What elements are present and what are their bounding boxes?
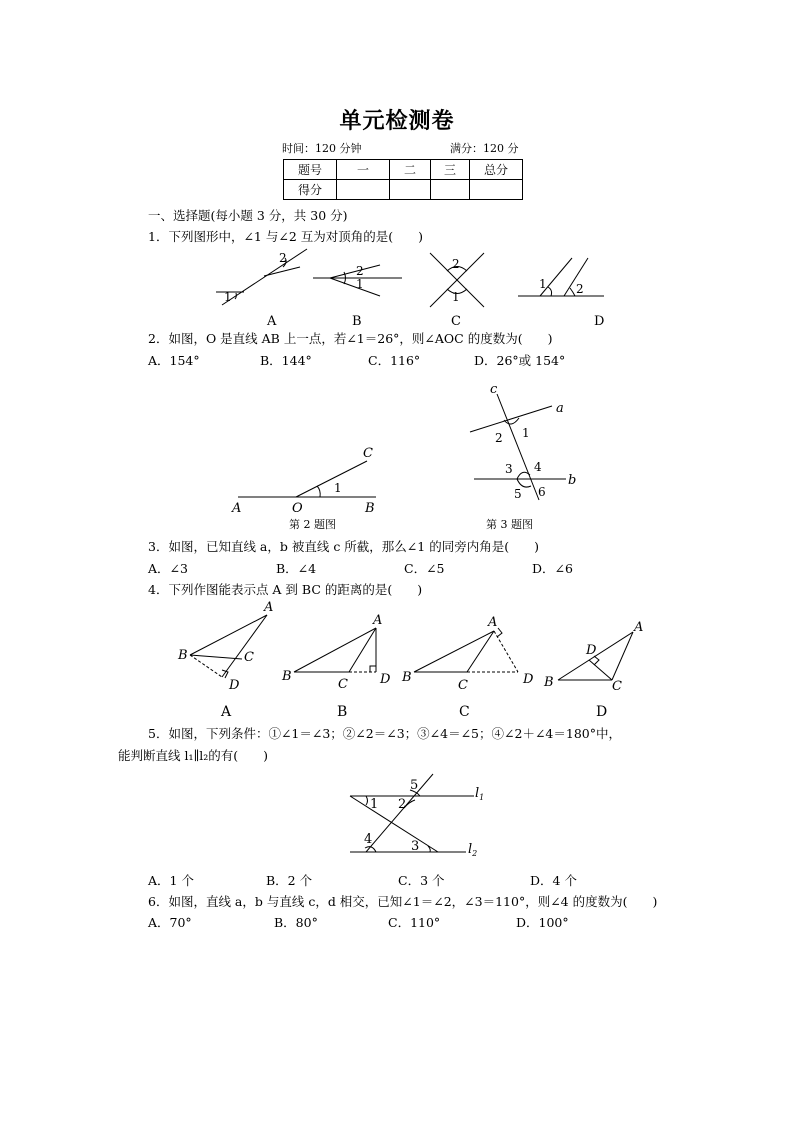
q2-label-c: C [363, 446, 373, 461]
q2-angle-1: 1 [334, 481, 342, 495]
q1c-angle-1: 1 [452, 290, 460, 304]
q4-option-c: C [459, 704, 470, 720]
q4a-label-a: A [264, 600, 274, 615]
q2-label-o: O [292, 501, 303, 516]
q3-option-b[interactable]: B．∠4 [276, 561, 317, 576]
q1b-angle-1: 1 [356, 277, 364, 291]
q3-label-b: b [568, 473, 577, 488]
q3-angle-3: 3 [505, 462, 513, 476]
time-label: 时间：120 分钟 [282, 142, 362, 155]
q1d-angle-2: 2 [576, 282, 584, 296]
question-4-text: 4．下列作图能表示点 A 到 BC 的距离的是( ) [148, 582, 423, 597]
q1-option-a: A [267, 314, 277, 329]
q5-option-d[interactable]: D．4 个 [530, 873, 577, 888]
q2-option-d[interactable]: D．26°或 154° [474, 353, 566, 368]
score-header-cell: 总分 [470, 160, 523, 180]
q4b-label-a: A [373, 613, 383, 628]
q4a-label-b: B [178, 648, 188, 663]
q3-angle-5: 5 [514, 487, 522, 501]
q5-angle-4: 4 [364, 832, 373, 847]
q4b-label-d: D [380, 672, 391, 687]
q4c-label-b: B [402, 670, 412, 685]
q2-option-c[interactable]: C．116° [368, 353, 421, 368]
q1c-angle-2: 2 [452, 257, 460, 271]
q6-option-c[interactable]: C．110° [388, 915, 441, 930]
q3-angle-6: 6 [538, 485, 546, 499]
q2-label-a: A [232, 501, 242, 516]
question-6-text: 6．如图，直线 a，b 与直线 c，d 相交，已知∠1＝∠2，∠3＝110°，则∠4 的度数为( ) [148, 894, 658, 909]
q3-option-c[interactable]: C．∠5 [404, 561, 445, 576]
score-header-cell: 三 [431, 160, 470, 180]
full-score-label: 满分：120 分 [450, 142, 519, 155]
section-heading: 一、选择题(每小题 3 分，共 30 分) [148, 208, 348, 223]
q4-option-d: D [596, 704, 608, 720]
q4d-label-a: A [634, 620, 644, 635]
q5-angle-5: 5 [410, 778, 419, 793]
q2-caption: 第 2 题图 [289, 518, 336, 531]
q4a-label-c: C [244, 650, 254, 665]
q6-option-b[interactable]: B．80° [274, 915, 318, 930]
q4d-label-d: D [586, 643, 597, 658]
q4c-label-d: D [523, 672, 534, 687]
page-title: 单元检测卷 [339, 108, 455, 134]
q2-option-a[interactable]: A．154° [148, 353, 200, 368]
q4d-label-b: B [544, 675, 554, 690]
q3-angle-2: 2 [495, 431, 503, 445]
q1-option-b: B [352, 314, 362, 329]
q4c-label-c: C [458, 678, 468, 693]
score-header-cell: 二 [390, 160, 431, 180]
q3-option-a[interactable]: A．∠3 [148, 561, 188, 576]
q4b-label-c: C [338, 677, 348, 692]
q5-option-b[interactable]: B．2 个 [266, 873, 313, 888]
q3-angle-4: 4 [534, 460, 542, 474]
q4b-label-b: B [282, 669, 292, 684]
q4a-label-d: D [229, 678, 240, 693]
question-5-text-line-2: 能判断直线 l₁∥l₂的有( ) [118, 748, 269, 763]
score-header-cell: 一 [337, 160, 390, 180]
q6-option-d[interactable]: D．100° [516, 915, 569, 930]
q3-caption: 第 3 题图 [486, 518, 533, 531]
q1a-angle-2: 2 [279, 251, 287, 265]
q2-option-b[interactable]: B．144° [260, 353, 312, 368]
question-1-text: 1．下列图形中，∠1 与∠2 互为对顶角的是( ) [148, 229, 424, 244]
q4d-label-c: C [612, 679, 622, 694]
q1-option-d: D [594, 314, 605, 329]
q3-label-a: a [556, 401, 564, 416]
q3-option-d[interactable]: D．∠6 [532, 561, 573, 576]
q1b-angle-2: 2 [356, 264, 364, 278]
q4c-label-a: A [488, 615, 498, 630]
question-2-text: 2．如图，O 是直线 AB 上一点，若∠1＝26°，则∠AOC 的度数为( ) [148, 331, 553, 346]
q3-label-c: c [490, 382, 498, 397]
q1-option-c: C [451, 314, 461, 329]
score-header-cell: 题号 [284, 160, 337, 180]
q4-option-b: B [337, 704, 348, 720]
q5-angle-1: 1 [370, 797, 379, 812]
question-5-text-line-1: 5．如图，下列条件：①∠1＝∠3；②∠2＝∠3；③∠4＝∠5；④∠2＋∠4＝180°中， [148, 726, 621, 741]
q5-angle-3: 3 [411, 839, 420, 854]
q1d-angle-1: 1 [539, 277, 547, 291]
q3-angle-1: 1 [522, 426, 530, 440]
q5-line-l1: $l_1$ [475, 786, 485, 802]
question-3-text: 3．如图，已知直线 a，b 被直线 c 所截，那么∠1 的同旁内角是( ) [148, 539, 539, 554]
q5-line-l2: $l_2$ [468, 842, 478, 858]
q4-option-a: A [221, 704, 232, 720]
score-row-label: 得分 [284, 180, 337, 200]
q5-option-a[interactable]: A．1 个 [148, 873, 194, 888]
q2-label-b: B [365, 501, 375, 516]
q6-option-a[interactable]: A．70° [148, 915, 192, 930]
q1a-angle-1: 1 [224, 290, 232, 304]
q5-angle-2: 2 [398, 797, 407, 812]
q5-option-c[interactable]: C．3 个 [398, 873, 445, 888]
